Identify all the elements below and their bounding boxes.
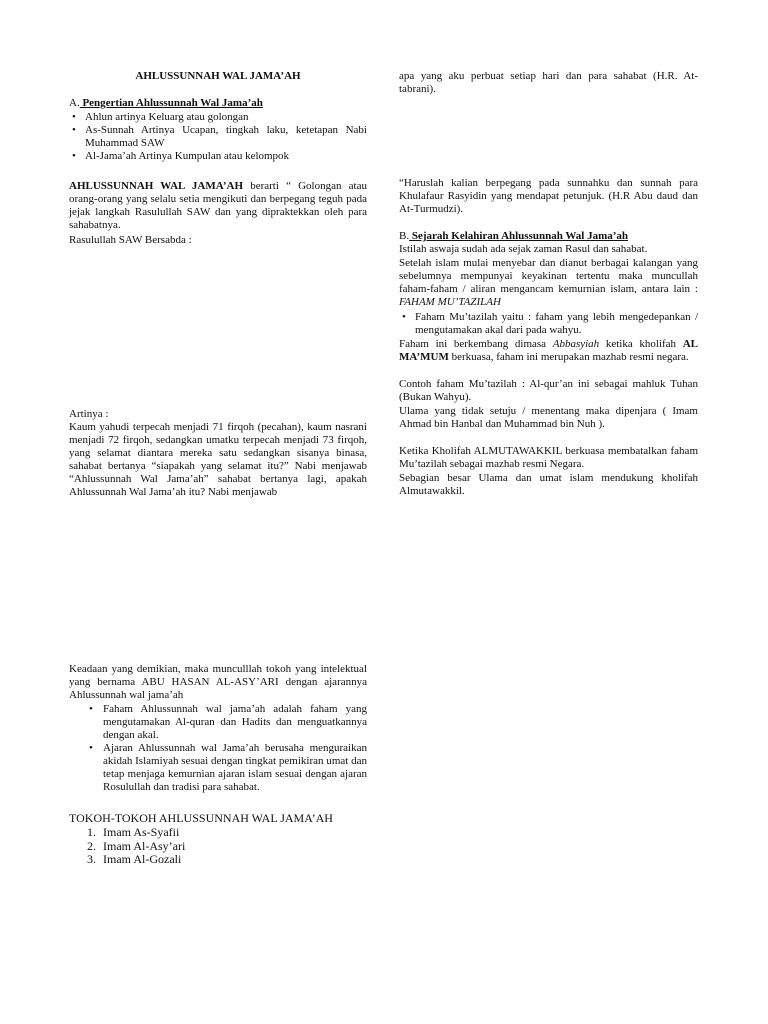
list-item: • Faham Ahlussunnah wal jama’ah adalah faham yang mengutamakan Al-quran dan Hadits dan menguatkannya dengan akal. (69, 703, 367, 742)
rasul-line: Rasulullah SAW Bersabda : (69, 234, 192, 246)
section-b-prefix: B. (399, 230, 410, 242)
list-item: 2. Imam Al-Asy’ari (87, 838, 186, 853)
list-item: • Al-Jama’ah Artinya Kumpulan atau kelompok (69, 150, 367, 163)
list-item: • Ahlun artinya Keluarg atau golongan (69, 111, 367, 124)
section-b-heading (399, 230, 698, 243)
paragraph: Sebagian besar Ulama dan umat islam mendukung kholifah Almutawakkil. (399, 472, 698, 497)
paragraph: Ulama yang tidak setuju / menentang maka dipenjara ( Imam Ahmad bin Hanbal dan Muhammad bin Nuh ). (399, 405, 698, 430)
keadaan-paragraph: Keadaan yang demikian, maka munculllah tokoh yang intelektual yang bernama ABU HASAN AL-ASY’ARI dengan ajarannya Ahlussunnah wal jama’ah (69, 663, 367, 701)
section-a-list (69, 111, 367, 163)
right-column (399, 0, 698, 1024)
section-a-prefix: A. (69, 97, 80, 109)
artinya-paragraph: Kaum yahudi terpecah menjadi 71 firqoh (pecahan), kaum nasrani menjadi 72 firqoh, sedangkan umatku terpecah menjadi 73 firqoh, yang selamat diantara mereka satu sedangkan sisanya binasa, sahabat bertanya “siapakah yang selamat itu?” Nabi menjawab “Ahlussunnah Wal Jama’ah” sahabat bertanya lagi, apakah Ahlussunnah Wal Jama’ah itu? Nabi menjawab (69, 421, 367, 498)
mutazilah-label: FAHAM MU’TAZILAH (399, 296, 501, 308)
section-a-heading (69, 97, 367, 110)
list-item: • Ajaran Ahlussunnah wal Jama’ah berusaha menguraikan akidah Islamiyah sesuai dengan tingkat pemikiran umat dan tetap menjaga kemurnian ajaran islam sesuai dengan ajaran Rosulullah dan tradisi para sahabat. (69, 742, 367, 794)
section-a-title: Pengertian Ahlussunnah Wal Jama’ah (79, 97, 263, 109)
definition-text: berarti “ Golongan atau orang-orang yang selalu setia mengikuti dan berpegang teguh pada jejak langkah Rasulullah SAW dan yang dipraktekkan oleh para sahabatnya. (69, 180, 367, 231)
list-item: 1. Imam As-Syafii (87, 825, 180, 839)
definition-term: AHLUSSUNNAH WAL JAMA’AH (69, 180, 244, 192)
hadith-paragraph: “Haruslah kalian berpegang pada sunnahku dan sunnah para Khulafaur Rasyidin yang mendapat petunjuk. (H.R Abu daud dan At-Turmudzi). (399, 177, 698, 215)
document-title: AHLUSSUNNAH WAL JAMA’AH (135, 70, 301, 82)
keadaan-list (69, 703, 367, 794)
paragraph: Contoh faham Mu’tazilah : Al-qur’an ini sebagai mahluk Tuhan (Bukan Wahyu). (399, 378, 698, 403)
mutazilah-list (399, 311, 698, 337)
tokoh-heading: TOKOH-TOKOH AHLUSSUNNAH WAL JAMA’AH (69, 811, 333, 825)
paragraph: Istilah aswaja sudah ada sejak zaman Rasul dan sahabat. (399, 243, 648, 255)
paragraph: Setelah islam mulai menyebar dan dianut berbagai kalangan yang sebelumnya mempunyai keyakinan tertentu maka muncullah faham-faham / aliran mengancam kemurnian islam, antara lain : FAHAM MU’TAZILAH (399, 257, 698, 308)
tokoh-list (69, 826, 367, 867)
artinya-label: Artinya : (69, 408, 109, 420)
list-item: 3. Imam Al-Gozali (87, 852, 182, 866)
continuation-paragraph: apa yang aku perbuat setiap hari dan para sahabat (H.R. At-tabrani). (399, 70, 698, 95)
definition-paragraph (69, 180, 367, 232)
paragraph: Faham ini berkembang dimasa Abbasyiah ketika kholifah AL MA’MUM berkuasa, faham ini merupakan mazhab resmi negara. (399, 338, 698, 363)
left-column (69, 0, 367, 1024)
list-item: • Faham Mu’tazilah yaitu : faham yang lebih mengedepankan / mengutamakan akal dari pada wahyu. (399, 311, 698, 337)
list-item: • As-Sunnah Artinya Ucapan, tingkah laku, ketetapan Nabi Muhammad SAW (69, 124, 367, 150)
section-b-title: Sejarah Kelahiran Ahlussunnah Wal Jama’ah (409, 230, 629, 242)
paragraph: Ketika Kholifah ALMUTAWAKKIL berkuasa membatalkan faham Mu’tazilah sebagai mazhab resmi Negara. (399, 445, 698, 470)
